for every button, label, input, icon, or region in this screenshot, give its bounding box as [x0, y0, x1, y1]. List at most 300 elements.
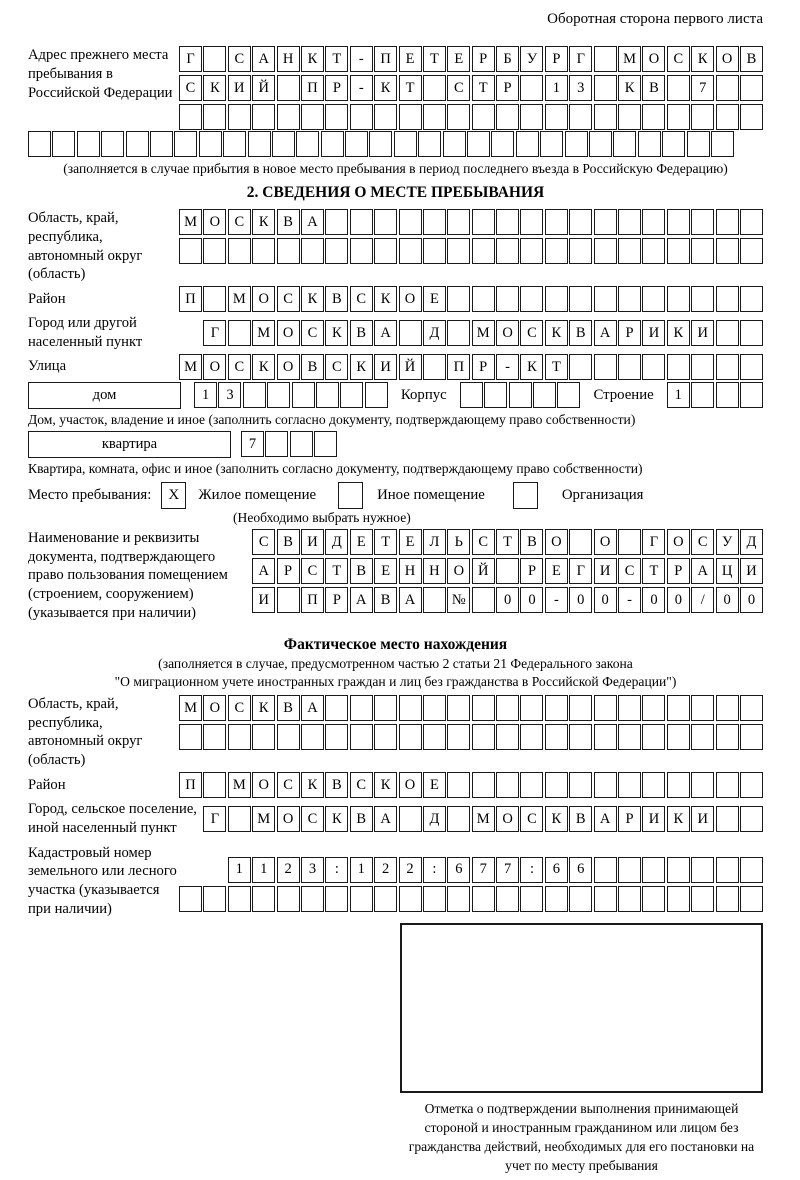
- form-cell[interactable]: [642, 772, 665, 798]
- form-cell[interactable]: Р: [667, 558, 690, 584]
- form-cell[interactable]: [667, 104, 690, 130]
- form-cell[interactable]: М: [472, 806, 495, 832]
- form-cell[interactable]: [520, 75, 543, 101]
- form-cell[interactable]: Р: [472, 354, 495, 380]
- form-cell[interactable]: [423, 354, 446, 380]
- form-cell[interactable]: [667, 724, 690, 750]
- form-cell[interactable]: [740, 695, 763, 721]
- form-cell[interactable]: [199, 131, 222, 157]
- form-cell[interactable]: [423, 587, 446, 613]
- form-cell[interactable]: :: [325, 857, 348, 883]
- form-cell[interactable]: [642, 724, 665, 750]
- form-cell[interactable]: [374, 104, 397, 130]
- form-cell[interactable]: О: [203, 209, 226, 235]
- form-cell[interactable]: К: [667, 806, 690, 832]
- form-cell[interactable]: 2: [399, 857, 422, 883]
- form-cell[interactable]: 0: [740, 587, 763, 613]
- form-cell[interactable]: [418, 131, 441, 157]
- form-cell[interactable]: Т: [472, 75, 495, 101]
- form-cell[interactable]: [314, 431, 337, 457]
- form-cell[interactable]: [423, 886, 446, 912]
- form-cell[interactable]: [520, 104, 543, 130]
- form-cell[interactable]: 7: [691, 75, 714, 101]
- form-cell[interactable]: №: [447, 587, 470, 613]
- form-cell[interactable]: А: [691, 558, 714, 584]
- form-cell[interactable]: С: [301, 558, 324, 584]
- form-cell[interactable]: [642, 104, 665, 130]
- form-cell[interactable]: [472, 695, 495, 721]
- form-cell[interactable]: [520, 772, 543, 798]
- checkbox-other-premises[interactable]: [338, 482, 363, 509]
- form-cell[interactable]: [350, 695, 373, 721]
- form-cell[interactable]: [350, 724, 373, 750]
- form-cell[interactable]: С: [277, 286, 300, 312]
- form-cell[interactable]: -: [545, 587, 568, 613]
- form-cell[interactable]: [667, 286, 690, 312]
- form-cell[interactable]: С: [325, 354, 348, 380]
- form-cell[interactable]: [228, 724, 251, 750]
- form-cell[interactable]: -: [618, 587, 641, 613]
- form-cell[interactable]: 6: [545, 857, 568, 883]
- form-cell[interactable]: [594, 857, 617, 883]
- form-cell[interactable]: В: [350, 806, 373, 832]
- form-cell[interactable]: Й: [399, 354, 422, 380]
- form-cell[interactable]: [203, 886, 226, 912]
- form-cell[interactable]: [203, 104, 226, 130]
- form-cell[interactable]: [642, 857, 665, 883]
- form-cell[interactable]: [545, 772, 568, 798]
- form-cell[interactable]: [374, 886, 397, 912]
- form-cell[interactable]: [252, 724, 275, 750]
- form-cell[interactable]: [594, 209, 617, 235]
- form-cell[interactable]: С: [228, 46, 251, 72]
- form-cell[interactable]: [618, 772, 641, 798]
- checkbox-organization[interactable]: [513, 482, 538, 509]
- form-cell[interactable]: [509, 382, 532, 408]
- form-cell[interactable]: [618, 104, 641, 130]
- form-cell[interactable]: М: [228, 286, 251, 312]
- form-cell[interactable]: [472, 886, 495, 912]
- form-cell[interactable]: И: [228, 75, 251, 101]
- form-cell[interactable]: [399, 320, 422, 346]
- form-cell[interactable]: Т: [423, 46, 446, 72]
- form-cell[interactable]: [277, 75, 300, 101]
- form-cell[interactable]: [496, 286, 519, 312]
- form-cell[interactable]: Г: [203, 806, 226, 832]
- form-cell[interactable]: [520, 286, 543, 312]
- form-cell[interactable]: П: [179, 286, 202, 312]
- form-cell[interactable]: [667, 75, 690, 101]
- form-cell[interactable]: Д: [740, 529, 763, 555]
- form-cell[interactable]: [740, 354, 763, 380]
- form-cell[interactable]: [613, 131, 636, 157]
- form-cell[interactable]: [267, 382, 290, 408]
- form-cell[interactable]: [203, 772, 226, 798]
- form-cell[interactable]: [423, 238, 446, 264]
- form-cell[interactable]: [740, 772, 763, 798]
- form-cell[interactable]: [179, 104, 202, 130]
- form-cell[interactable]: О: [203, 695, 226, 721]
- form-cell[interactable]: [447, 238, 470, 264]
- form-cell[interactable]: [365, 382, 388, 408]
- form-cell[interactable]: 0: [716, 587, 739, 613]
- form-cell[interactable]: [316, 382, 339, 408]
- form-cell[interactable]: [618, 238, 641, 264]
- form-cell[interactable]: [533, 382, 556, 408]
- form-cell[interactable]: [569, 286, 592, 312]
- form-cell[interactable]: [423, 724, 446, 750]
- form-cell[interactable]: [618, 286, 641, 312]
- form-cell[interactable]: [277, 238, 300, 264]
- form-cell[interactable]: В: [325, 286, 348, 312]
- form-cell[interactable]: [589, 131, 612, 157]
- form-cell[interactable]: [399, 209, 422, 235]
- form-cell[interactable]: [594, 46, 617, 72]
- form-cell[interactable]: Е: [399, 529, 422, 555]
- form-cell[interactable]: Н: [399, 558, 422, 584]
- form-cell[interactable]: [472, 209, 495, 235]
- form-cell[interactable]: Ц: [716, 558, 739, 584]
- form-cell[interactable]: И: [301, 529, 324, 555]
- form-cell[interactable]: [594, 354, 617, 380]
- form-cell[interactable]: [740, 75, 763, 101]
- form-cell[interactable]: [642, 695, 665, 721]
- form-cell[interactable]: [594, 886, 617, 912]
- form-cell[interactable]: 1: [667, 382, 690, 408]
- form-cell[interactable]: [252, 238, 275, 264]
- form-cell[interactable]: К: [350, 354, 373, 380]
- form-cell[interactable]: Р: [618, 806, 641, 832]
- form-cell[interactable]: П: [301, 587, 324, 613]
- form-cell[interactable]: [716, 886, 739, 912]
- form-cell[interactable]: [618, 354, 641, 380]
- form-cell[interactable]: [399, 806, 422, 832]
- form-cell[interactable]: Е: [399, 46, 422, 72]
- form-cell[interactable]: А: [594, 320, 617, 346]
- form-cell[interactable]: [252, 104, 275, 130]
- form-cell[interactable]: [265, 431, 288, 457]
- form-cell[interactable]: С: [179, 75, 202, 101]
- form-cell[interactable]: В: [350, 558, 373, 584]
- form-cell[interactable]: [662, 131, 685, 157]
- form-cell[interactable]: [691, 354, 714, 380]
- form-cell[interactable]: [447, 806, 470, 832]
- form-cell[interactable]: [179, 238, 202, 264]
- form-cell[interactable]: [447, 209, 470, 235]
- form-cell[interactable]: [716, 209, 739, 235]
- form-cell[interactable]: [618, 695, 641, 721]
- form-cell[interactable]: М: [252, 320, 275, 346]
- form-cell[interactable]: Т: [399, 75, 422, 101]
- form-cell[interactable]: [203, 46, 226, 72]
- form-cell[interactable]: М: [179, 695, 202, 721]
- form-cell[interactable]: [667, 354, 690, 380]
- form-cell[interactable]: [472, 238, 495, 264]
- form-cell[interactable]: О: [252, 772, 275, 798]
- form-cell[interactable]: О: [496, 806, 519, 832]
- form-cell[interactable]: [496, 695, 519, 721]
- form-cell[interactable]: [540, 131, 563, 157]
- form-cell[interactable]: [350, 886, 373, 912]
- form-cell[interactable]: [223, 131, 246, 157]
- form-cell[interactable]: [569, 695, 592, 721]
- form-cell[interactable]: У: [716, 529, 739, 555]
- form-cell[interactable]: [740, 724, 763, 750]
- form-cell[interactable]: [687, 131, 710, 157]
- form-cell[interactable]: [691, 209, 714, 235]
- form-cell[interactable]: [740, 209, 763, 235]
- form-cell[interactable]: [569, 886, 592, 912]
- form-cell[interactable]: [423, 695, 446, 721]
- form-cell[interactable]: [150, 131, 173, 157]
- form-cell[interactable]: С: [301, 806, 324, 832]
- form-cell[interactable]: [716, 857, 739, 883]
- form-cell[interactable]: Г: [569, 46, 592, 72]
- form-cell[interactable]: [545, 724, 568, 750]
- form-cell[interactable]: В: [277, 209, 300, 235]
- form-cell[interactable]: [443, 131, 466, 157]
- form-cell[interactable]: А: [350, 587, 373, 613]
- form-cell[interactable]: [594, 695, 617, 721]
- form-cell[interactable]: К: [667, 320, 690, 346]
- form-cell[interactable]: М: [472, 320, 495, 346]
- form-cell[interactable]: [618, 209, 641, 235]
- form-cell[interactable]: [325, 238, 348, 264]
- form-cell[interactable]: И: [740, 558, 763, 584]
- form-cell[interactable]: С: [520, 320, 543, 346]
- form-cell[interactable]: П: [179, 772, 202, 798]
- form-cell[interactable]: [642, 209, 665, 235]
- form-cell[interactable]: [667, 772, 690, 798]
- form-cell[interactable]: О: [399, 772, 422, 798]
- form-cell[interactable]: [467, 131, 490, 157]
- form-cell[interactable]: [520, 695, 543, 721]
- form-cell[interactable]: [569, 354, 592, 380]
- form-cell[interactable]: [642, 354, 665, 380]
- form-cell[interactable]: О: [399, 286, 422, 312]
- form-cell[interactable]: С: [447, 75, 470, 101]
- form-cell[interactable]: С: [277, 772, 300, 798]
- form-cell[interactable]: [740, 320, 763, 346]
- form-cell[interactable]: [569, 104, 592, 130]
- form-cell[interactable]: [545, 695, 568, 721]
- form-cell[interactable]: [243, 382, 266, 408]
- form-cell[interactable]: [491, 131, 514, 157]
- form-cell[interactable]: -: [350, 75, 373, 101]
- form-cell[interactable]: [740, 238, 763, 264]
- form-cell[interactable]: [447, 772, 470, 798]
- form-cell[interactable]: [691, 382, 714, 408]
- form-cell[interactable]: [301, 104, 324, 130]
- form-cell[interactable]: [447, 286, 470, 312]
- form-cell[interactable]: [228, 806, 251, 832]
- form-cell[interactable]: 6: [569, 857, 592, 883]
- form-cell[interactable]: [28, 131, 51, 157]
- form-cell[interactable]: Т: [642, 558, 665, 584]
- form-cell[interactable]: [594, 724, 617, 750]
- form-cell[interactable]: [350, 104, 373, 130]
- form-cell[interactable]: В: [301, 354, 324, 380]
- form-cell[interactable]: [691, 695, 714, 721]
- form-cell[interactable]: К: [301, 286, 324, 312]
- form-cell[interactable]: [618, 724, 641, 750]
- form-cell[interactable]: Г: [203, 320, 226, 346]
- form-cell[interactable]: [399, 104, 422, 130]
- form-cell[interactable]: [569, 529, 592, 555]
- form-cell[interactable]: [618, 857, 641, 883]
- form-cell[interactable]: [642, 238, 665, 264]
- form-cell[interactable]: [716, 104, 739, 130]
- form-cell[interactable]: [374, 238, 397, 264]
- form-cell[interactable]: [667, 238, 690, 264]
- form-cell[interactable]: [740, 382, 763, 408]
- form-cell[interactable]: [423, 104, 446, 130]
- form-cell[interactable]: А: [301, 695, 324, 721]
- form-cell[interactable]: [301, 886, 324, 912]
- form-cell[interactable]: [691, 104, 714, 130]
- form-cell[interactable]: 1: [252, 857, 275, 883]
- form-cell[interactable]: [472, 772, 495, 798]
- form-cell[interactable]: -: [350, 46, 373, 72]
- form-cell[interactable]: [447, 886, 470, 912]
- form-cell[interactable]: [340, 382, 363, 408]
- form-cell[interactable]: А: [252, 558, 275, 584]
- form-cell[interactable]: Е: [350, 529, 373, 555]
- form-cell[interactable]: К: [374, 772, 397, 798]
- form-cell[interactable]: [399, 695, 422, 721]
- form-cell[interactable]: [520, 886, 543, 912]
- form-cell[interactable]: О: [277, 320, 300, 346]
- checkbox-residential[interactable]: X: [161, 482, 186, 509]
- form-cell[interactable]: И: [691, 320, 714, 346]
- form-cell[interactable]: [399, 238, 422, 264]
- form-cell[interactable]: [716, 695, 739, 721]
- form-cell[interactable]: С: [691, 529, 714, 555]
- form-cell[interactable]: Е: [447, 46, 470, 72]
- form-cell[interactable]: [472, 286, 495, 312]
- form-cell[interactable]: [447, 724, 470, 750]
- form-cell[interactable]: [301, 238, 324, 264]
- form-cell[interactable]: [496, 772, 519, 798]
- form-cell[interactable]: Р: [618, 320, 641, 346]
- form-cell[interactable]: В: [520, 529, 543, 555]
- form-cell[interactable]: [557, 382, 580, 408]
- form-cell[interactable]: Е: [423, 286, 446, 312]
- form-cell[interactable]: [716, 382, 739, 408]
- form-cell[interactable]: [716, 772, 739, 798]
- form-cell[interactable]: [447, 320, 470, 346]
- form-cell[interactable]: [325, 886, 348, 912]
- form-cell[interactable]: [496, 886, 519, 912]
- form-cell[interactable]: [496, 724, 519, 750]
- form-cell[interactable]: [545, 209, 568, 235]
- form-cell[interactable]: [545, 886, 568, 912]
- form-cell[interactable]: [228, 104, 251, 130]
- form-cell[interactable]: [126, 131, 149, 157]
- form-cell[interactable]: К: [545, 806, 568, 832]
- form-cell[interactable]: [667, 886, 690, 912]
- form-cell[interactable]: К: [374, 286, 397, 312]
- form-cell[interactable]: [345, 131, 368, 157]
- form-cell[interactable]: [472, 104, 495, 130]
- form-cell[interactable]: [399, 724, 422, 750]
- form-cell[interactable]: [594, 238, 617, 264]
- form-cell[interactable]: У: [520, 46, 543, 72]
- form-cell[interactable]: [423, 75, 446, 101]
- form-cell[interactable]: И: [374, 354, 397, 380]
- form-cell[interactable]: [296, 131, 319, 157]
- form-cell[interactable]: [520, 238, 543, 264]
- form-cell[interactable]: О: [496, 320, 519, 346]
- form-cell[interactable]: 3: [301, 857, 324, 883]
- form-cell[interactable]: К: [374, 75, 397, 101]
- form-cell[interactable]: О: [447, 558, 470, 584]
- form-cell[interactable]: [594, 772, 617, 798]
- form-cell[interactable]: С: [350, 286, 373, 312]
- form-cell[interactable]: А: [374, 806, 397, 832]
- form-cell[interactable]: Т: [545, 354, 568, 380]
- form-cell[interactable]: Г: [179, 46, 202, 72]
- form-cell[interactable]: [277, 104, 300, 130]
- form-cell[interactable]: [350, 209, 373, 235]
- form-cell[interactable]: 0: [642, 587, 665, 613]
- form-cell[interactable]: [740, 857, 763, 883]
- form-cell[interactable]: [350, 238, 373, 264]
- form-cell[interactable]: [52, 131, 75, 157]
- form-cell[interactable]: [496, 209, 519, 235]
- form-cell[interactable]: Л: [423, 529, 446, 555]
- form-cell[interactable]: 2: [277, 857, 300, 883]
- form-cell[interactable]: Д: [325, 529, 348, 555]
- form-cell[interactable]: П: [374, 46, 397, 72]
- form-cell[interactable]: [496, 104, 519, 130]
- form-cell[interactable]: [565, 131, 588, 157]
- form-cell[interactable]: Д: [423, 806, 446, 832]
- form-cell[interactable]: [545, 286, 568, 312]
- form-cell[interactable]: 0: [594, 587, 617, 613]
- form-cell[interactable]: Р: [325, 75, 348, 101]
- form-cell[interactable]: [667, 209, 690, 235]
- form-cell[interactable]: [691, 857, 714, 883]
- form-cell[interactable]: М: [252, 806, 275, 832]
- form-cell[interactable]: /: [691, 587, 714, 613]
- form-cell[interactable]: К: [252, 354, 275, 380]
- form-cell[interactable]: [594, 75, 617, 101]
- form-cell[interactable]: Р: [496, 75, 519, 101]
- form-cell[interactable]: С: [350, 772, 373, 798]
- form-cell[interactable]: О: [667, 529, 690, 555]
- form-cell[interactable]: Р: [325, 587, 348, 613]
- form-cell[interactable]: И: [594, 558, 617, 584]
- form-cell[interactable]: [228, 238, 251, 264]
- form-cell[interactable]: 0: [520, 587, 543, 613]
- form-cell[interactable]: М: [179, 354, 202, 380]
- form-cell[interactable]: И: [252, 587, 275, 613]
- form-cell[interactable]: [174, 131, 197, 157]
- form-cell[interactable]: В: [740, 46, 763, 72]
- form-cell[interactable]: [277, 724, 300, 750]
- form-cell[interactable]: С: [228, 354, 251, 380]
- form-cell[interactable]: -: [496, 354, 519, 380]
- form-cell[interactable]: К: [691, 46, 714, 72]
- form-cell[interactable]: 1: [194, 382, 217, 408]
- form-cell[interactable]: [691, 724, 714, 750]
- form-cell[interactable]: [203, 238, 226, 264]
- form-cell[interactable]: Р: [472, 46, 495, 72]
- form-cell[interactable]: И: [642, 806, 665, 832]
- form-cell[interactable]: 3: [218, 382, 241, 408]
- form-cell[interactable]: А: [374, 320, 397, 346]
